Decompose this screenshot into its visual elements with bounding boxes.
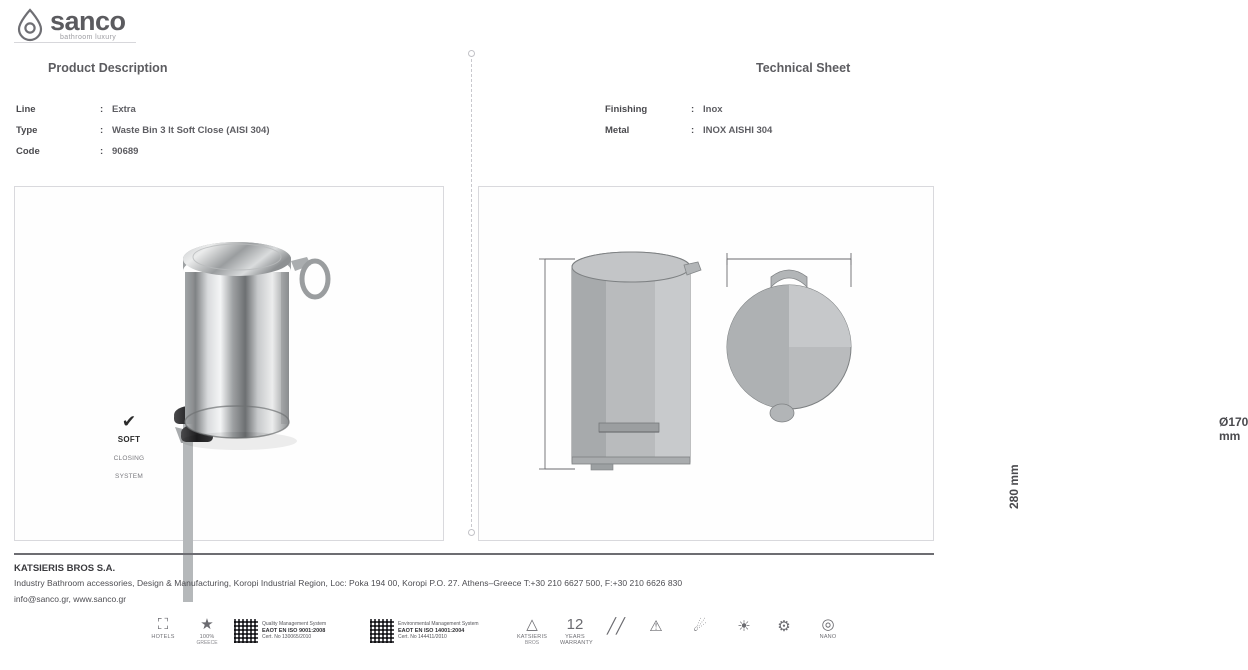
company-contact: info@sanco.gr, www.sanco.gr — [14, 594, 127, 604]
spec-colon: : — [100, 104, 104, 115]
cert-title: Quality Management System — [262, 621, 327, 628]
brush-badge — [602, 618, 630, 636]
certification-badge-row — [130, 612, 940, 664]
cert-standard: EAOT EN ISO 9001:2008 — [262, 627, 326, 634]
spec-colon: : — [691, 125, 695, 136]
company-address: Industry Bathroom accessories, Design & Manufacturing, Koropi Industrial Region, Loc: Poka 194 00, Koropi P.O. 27. Athens–Greece T:+30 210 6627 500, F:+30 210 6626 830 — [14, 578, 683, 588]
gear-icon: ⚙ — [777, 618, 791, 635]
spec-key: Code — [16, 146, 40, 157]
table-row — [16, 104, 269, 115]
spec-value: Inox — [703, 104, 723, 115]
badge-label: YEARS WARRANTY — [560, 634, 593, 646]
badge-label: NANO — [819, 634, 837, 640]
table-row — [605, 104, 772, 115]
qr-code-icon — [234, 619, 258, 643]
spec-key: Finishing — [605, 104, 648, 115]
product-description-title: Product Description — [48, 61, 168, 75]
badge-label: 100% — [199, 634, 215, 640]
brand-logo — [14, 4, 144, 48]
badge-label: KATSIERIS — [516, 634, 548, 640]
table-row — [605, 125, 772, 136]
table-row — [16, 146, 269, 157]
hotel-icon-badge — [146, 616, 180, 640]
technical-drawing-panel — [478, 186, 1248, 541]
iso-14001-certification — [370, 618, 479, 644]
badge-line-1: SOFT — [117, 435, 141, 444]
sun-icon: ☀ — [737, 618, 751, 635]
spec-value: 90689 — [112, 146, 139, 157]
logo-underline — [14, 42, 136, 43]
section-divider — [471, 54, 472, 532]
iso-14001-text — [398, 621, 479, 641]
cert-number: Cert. No 144411/2010 — [398, 634, 447, 641]
greece-icon-badge — [190, 616, 224, 646]
no-lead-badge — [642, 618, 670, 636]
badge-sublabel: GREECE — [196, 640, 218, 646]
katsieris-icon: △ — [526, 616, 538, 633]
brand-name: sanco — [50, 6, 126, 36]
badge-label: HOTELS — [151, 634, 175, 640]
no-lead-icon: ⚠ — [649, 618, 663, 635]
badge-sublabel: BROS — [524, 640, 540, 646]
spec-colon: : — [691, 104, 695, 115]
katsieris-badge — [510, 616, 554, 646]
water-icon: ☄ — [693, 618, 707, 635]
technical-spec-table — [605, 104, 772, 146]
company-name: KATSIERIS BROS S.A. — [14, 563, 116, 574]
spec-key: Line — [16, 104, 36, 115]
height-dimension-label: 280 mm — [1007, 464, 1021, 509]
footer-divider — [14, 553, 934, 555]
soft-close-badge — [103, 412, 155, 480]
check-icon: ✔ — [121, 412, 137, 431]
spec-value: INOX AISHI 304 — [703, 125, 773, 136]
iso-9001-certification — [234, 618, 326, 644]
hotel-icon: ⛶ — [157, 616, 169, 633]
cert-standard: EAOT EN ISO 14001:2004 — [398, 627, 465, 634]
gear-badge — [770, 618, 798, 636]
nano-badge — [810, 616, 846, 640]
product-photo-panel — [14, 186, 444, 541]
cert-title: Environmental Management System — [398, 621, 479, 628]
badge-line-3: SYSTEM — [115, 473, 143, 480]
table-row — [16, 125, 269, 136]
greece-icon: ★ — [200, 616, 214, 633]
divider-dot-bottom — [468, 529, 475, 536]
spec-value: Waste Bin 3 lt Soft Close (AISI 304) — [112, 125, 270, 136]
warranty-badge — [560, 616, 593, 646]
spec-colon: : — [100, 146, 104, 157]
product-photo — [15, 187, 443, 540]
spec-colon: : — [100, 125, 104, 136]
diameter-dimension-label: Ø170 mm — [1219, 415, 1248, 443]
spec-value: Extra — [112, 104, 136, 115]
nano-icon: ◎ — [821, 616, 835, 633]
divider-dot-top — [468, 50, 475, 57]
qr-code-icon — [370, 619, 394, 643]
technical-sheet-title: Technical Sheet — [756, 61, 851, 75]
iso-9001-text — [262, 621, 326, 641]
brush-icon: ╱╱ — [606, 618, 626, 635]
spec-key: Metal — [605, 125, 630, 136]
product-spec-table — [16, 104, 269, 167]
cert-number: Cert. No 130065/2010 — [262, 634, 312, 641]
water-badge — [686, 618, 714, 636]
sun-badge — [730, 618, 758, 636]
12-years-icon: 12 — [566, 616, 584, 633]
water-drop-icon — [14, 8, 46, 40]
badge-line-2: CLOSING — [113, 455, 145, 462]
technical-drawing — [479, 187, 933, 540]
spec-key: Type — [16, 125, 38, 136]
brand-tagline: bathroom luxury — [60, 34, 117, 41]
